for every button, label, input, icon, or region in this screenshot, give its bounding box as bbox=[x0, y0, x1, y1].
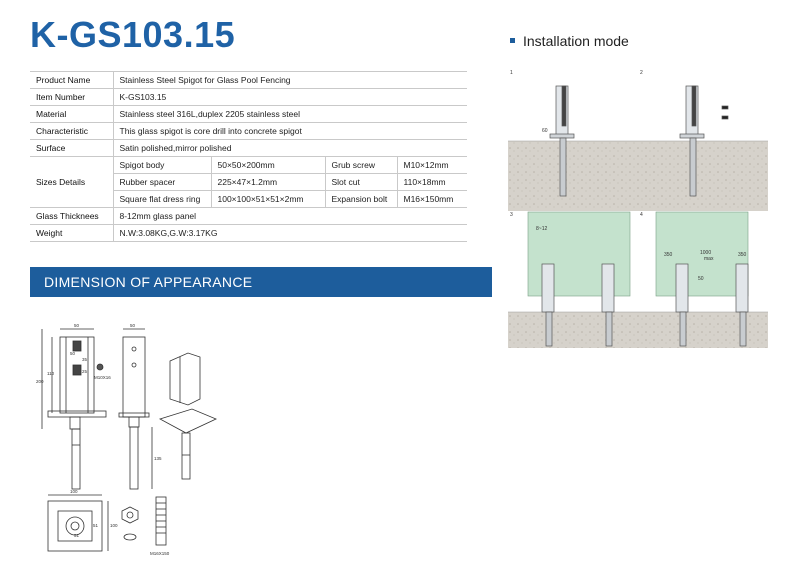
dim-label: 50 bbox=[74, 323, 80, 328]
dim-label: 35 bbox=[82, 357, 88, 362]
dim-label: 350 bbox=[738, 252, 747, 258]
size-part-value: M16×150mm bbox=[397, 191, 467, 208]
spec-row-glass-thickness bbox=[30, 208, 467, 225]
size-part-value: M10×12mm bbox=[397, 157, 467, 174]
dim-label: 350 bbox=[664, 252, 673, 258]
dim-label: 50 bbox=[70, 351, 76, 356]
size-part-name: Slot cut bbox=[325, 174, 397, 191]
spec-label: Sizes Details bbox=[30, 157, 113, 208]
dim-label: 100 bbox=[70, 489, 78, 494]
spec-row-surface bbox=[30, 140, 467, 157]
spec-label: Weight bbox=[30, 225, 113, 242]
spec-value: Stainless steel 316L,duplex 2205 stainless steel bbox=[113, 106, 467, 123]
dim-label: 60 bbox=[542, 128, 548, 134]
size-part-name: Square flat dress ring bbox=[113, 191, 211, 208]
spec-row-size bbox=[30, 157, 467, 174]
installation-diagram bbox=[508, 66, 770, 350]
dim-label: M16X150 bbox=[150, 551, 170, 556]
spec-label: Glass Thicknees bbox=[30, 208, 113, 225]
size-part-name: Grub screw bbox=[325, 157, 397, 174]
installation-heading bbox=[510, 33, 629, 49]
spec-value: 8-12mm glass panel bbox=[113, 208, 467, 225]
dim-label: 110 bbox=[47, 371, 55, 376]
spec-row-material bbox=[30, 106, 467, 123]
spec-value: This glass spigot is core drill into concrete spigot bbox=[113, 123, 467, 140]
product-title: K-GS103.15 bbox=[30, 14, 236, 55]
spec-value: N.W:3.08KG,G.W:3.17KG bbox=[113, 225, 467, 242]
spec-label: Item Number bbox=[30, 89, 113, 106]
spec-table bbox=[30, 71, 467, 242]
step-label: 3 bbox=[510, 212, 513, 218]
spec-value: Stainless Steel Spigot for Glass Pool Fencing bbox=[113, 72, 467, 89]
dim-label: 50 bbox=[698, 276, 704, 282]
dim-label: 51 bbox=[93, 523, 99, 528]
step-label: 4 bbox=[640, 212, 643, 218]
bullet-icon bbox=[510, 38, 515, 43]
size-part-name: Expansion bolt bbox=[325, 191, 397, 208]
step-label: 2 bbox=[640, 70, 643, 76]
size-part-value: 110×18mm bbox=[397, 174, 467, 191]
spec-value: K-GS103.15 bbox=[113, 89, 467, 106]
dim-label: 1000 bbox=[700, 250, 712, 256]
spec-value: Satin polished,mirror polished bbox=[113, 140, 467, 157]
spec-row-product-name bbox=[30, 72, 467, 89]
spec-row-weight bbox=[30, 225, 467, 242]
dim-label: 25 bbox=[82, 369, 88, 374]
dim-label: max bbox=[704, 256, 714, 262]
concrete-ground bbox=[508, 141, 768, 211]
size-part-value: 225×47×1.2mm bbox=[211, 174, 325, 191]
dim-label: 100 bbox=[110, 523, 118, 528]
dimension-drawing bbox=[30, 315, 230, 560]
spec-label: Product Name bbox=[30, 72, 113, 89]
step-label: 1 bbox=[510, 70, 513, 76]
spec-row-item-number bbox=[30, 89, 467, 106]
dim-label: 135 bbox=[154, 456, 162, 461]
dim-label: 51 bbox=[74, 533, 80, 538]
dim-label: 8~12 bbox=[536, 226, 548, 232]
size-part-name: Rubber spacer bbox=[113, 174, 211, 191]
spec-row-characteristic bbox=[30, 123, 467, 140]
size-part-value: 100×100×51×51×2mm bbox=[211, 191, 325, 208]
size-part-value: 50×50×200mm bbox=[211, 157, 325, 174]
spec-label: Characteristic bbox=[30, 123, 113, 140]
section-heading: DIMENSION OF APPEARANCE bbox=[30, 267, 492, 297]
dim-label: M10X16 bbox=[94, 375, 111, 380]
size-part-name: Spigot body bbox=[113, 157, 211, 174]
installation-heading-text: Installation mode bbox=[523, 33, 629, 49]
spec-label: Surface bbox=[30, 140, 113, 157]
dim-label: 50 bbox=[130, 323, 136, 328]
dim-label: 200 bbox=[36, 379, 44, 384]
spec-label: Material bbox=[30, 106, 113, 123]
